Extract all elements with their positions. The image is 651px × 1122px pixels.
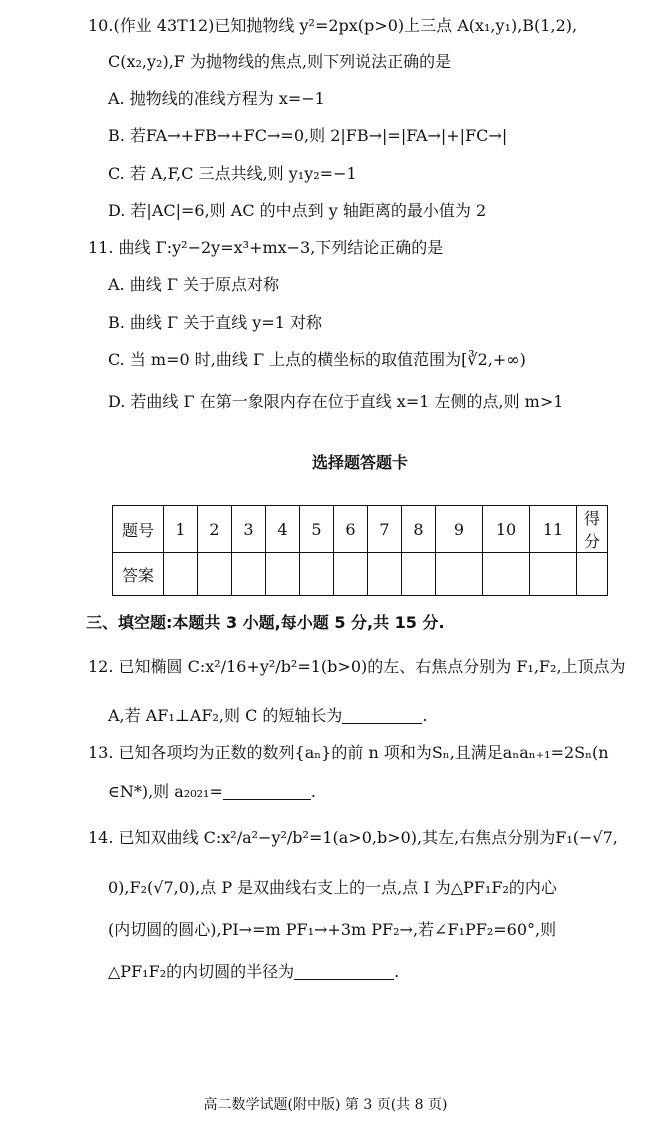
q11-option-b: B. 曲线 Γ 关于直线 y=1 对称 <box>108 313 323 332</box>
answer-cell[interactable] <box>334 553 368 596</box>
q14-answer-blank[interactable] <box>294 963 394 980</box>
q10-option-d: D. 若|AC|=6,则 AC 的中点到 y 轴距离的最小值为 2 <box>108 201 487 220</box>
answer-card-header-label: 题号 <box>113 506 164 553</box>
answer-cell[interactable] <box>368 553 402 596</box>
answer-card-number: 1 <box>164 506 198 553</box>
q14-line4: △PF₁F₂的内切圆的半径为 . <box>108 962 400 981</box>
q12-line2: A,若 AF₁⊥AF₂,则 C 的短轴长为 . <box>108 706 428 725</box>
q11-option-d: D. 若曲线 Γ 在第一象限内存在位于直线 x=1 左侧的点,则 m>1 <box>108 392 564 411</box>
answer-cell[interactable] <box>198 553 232 596</box>
section3-heading: 三、填空题:本题共 3 小题,每小题 5 分,共 15 分. <box>86 613 445 632</box>
q10-option-b: B. 若FA→+FB→+FC→=0,则 2|FB→|=|FA→|+|FC→| <box>108 126 508 145</box>
score-cell[interactable] <box>577 553 608 596</box>
q10-option-c: C. 若 A,F,C 三点共线,则 y₁y₂=−1 <box>108 164 357 183</box>
answer-card-header-row <box>113 506 608 553</box>
q10-stem-line2: C(x₂,y₂),F 为抛物线的焦点,则下列说法正确的是 <box>108 52 452 71</box>
answer-card-answer-label: 答案 <box>113 553 164 596</box>
answer-card-number: 10 <box>483 506 530 553</box>
answer-cell[interactable] <box>530 553 577 596</box>
q11-stem: 11. 曲线 Γ:y²−2y=x³+mx−3,下列结论正确的是 <box>88 238 444 257</box>
answer-card-number: 3 <box>232 506 266 553</box>
q11-option-c: C. 当 m=0 时,曲线 Γ 上点的横坐标的取值范围为[∛2,+∞) <box>108 350 526 369</box>
answer-card-table <box>112 505 608 596</box>
q14-line2: 0),F₂(√7,0),点 P 是双曲线右支上的一点,点 I 为△PF₁F₂的内心 <box>108 878 557 897</box>
answer-cell[interactable] <box>232 553 266 596</box>
answer-card-number: 6 <box>334 506 368 553</box>
answer-card-number: 11 <box>530 506 577 553</box>
answer-card-number: 7 <box>368 506 402 553</box>
answer-card-number: 2 <box>198 506 232 553</box>
page-footer: 高二数学试题(附中版) 第 3 页(共 8 页) <box>203 1097 448 1113</box>
answer-card-number: 5 <box>300 506 334 553</box>
answer-card-number: 8 <box>402 506 436 553</box>
answer-cell[interactable] <box>300 553 334 596</box>
answer-card-title: 选择题答题卡 <box>311 453 408 472</box>
answer-cell[interactable] <box>266 553 300 596</box>
q11-option-a: A. 曲线 Γ 关于原点对称 <box>108 275 280 294</box>
answer-card-number: 9 <box>436 506 483 553</box>
answer-cell[interactable] <box>164 553 198 596</box>
answer-cell[interactable] <box>402 553 436 596</box>
answer-card-score-label: 得分 <box>577 506 608 553</box>
q14-line1: 14. 已知双曲线 C:x²/a²−y²/b²=1(a>0,b>0),其左,右焦点分别为F₁(−√7, <box>88 828 618 847</box>
q13-line1: 13. 已知各项均为正数的数列{aₙ}的前 n 项和为Sₙ,且满足aₙaₙ₊₁=2Sₙ(n <box>88 743 609 762</box>
q14-line3: (内切圆的圆心),PI→=m PF₁→+3m PF₂→,若∠F₁PF₂=60°,则 <box>108 920 557 939</box>
q13-line2: ∈N*),则 a₂₀₂₁= . <box>108 782 316 801</box>
q13-answer-blank[interactable] <box>223 783 311 800</box>
answer-cell[interactable] <box>436 553 483 596</box>
answer-card-number: 4 <box>266 506 300 553</box>
answer-card-answer-row <box>113 553 608 596</box>
answer-cell[interactable] <box>483 553 530 596</box>
q12-answer-blank[interactable] <box>342 707 422 724</box>
q12-line1: 12. 已知椭圆 C:x²/16+y²/b²=1(b>0)的左、右焦点分别为 F₁,F₂,上顶点为 <box>88 657 626 676</box>
q10-stem-line1: 10.(作业 43T12)已知抛物线 y²=2px(p>0)上三点 A(x₁,y₁),B(1,2), <box>88 16 578 35</box>
q10-option-a: A. 抛物线的准线方程为 x=−1 <box>108 89 325 108</box>
